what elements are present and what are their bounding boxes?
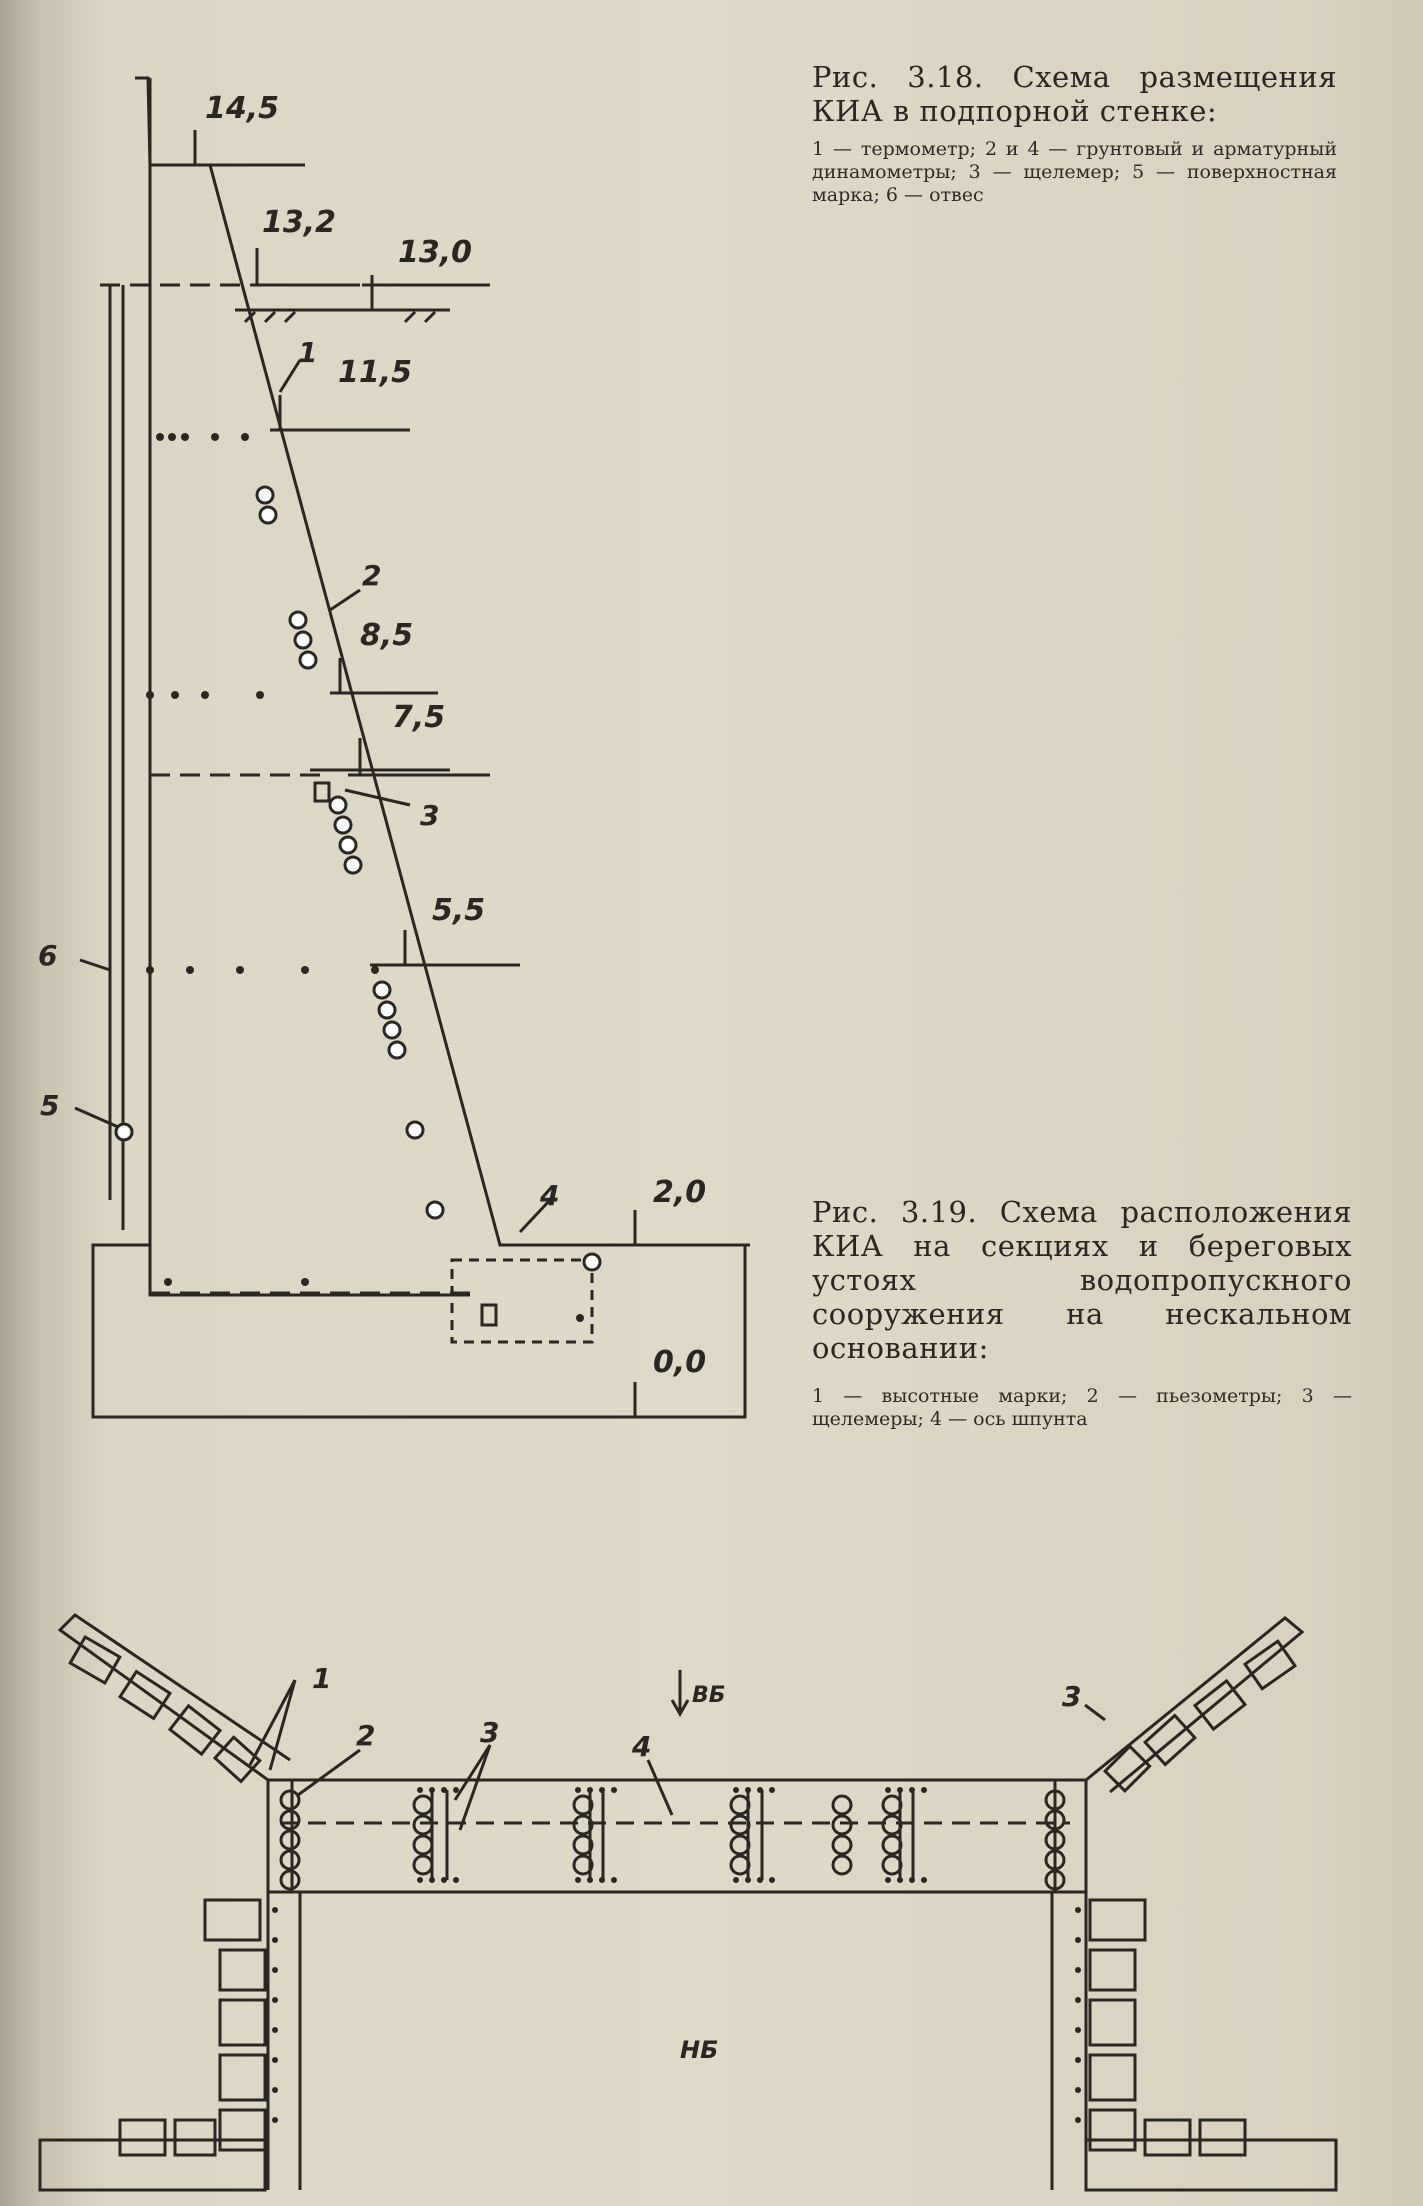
downstream-label: НБ <box>680 2036 719 2064</box>
callout-2: 2 <box>362 559 382 592</box>
figure-3-19-caption: Рис. 3.19. Схема расположения КИА на секциях и береговых устоях водопропускного сооружения на нескальном основании: <box>812 1195 1352 1365</box>
elevation-13-0: 13,0 <box>398 235 473 270</box>
callout-6: 6 <box>38 939 58 972</box>
plan-callout-3-left: 3 <box>480 1716 500 1749</box>
elevation-7-5: 7,5 <box>392 700 446 735</box>
callout-1: 1 <box>298 336 318 369</box>
plan-callout-3-right: 3 <box>1062 1680 1082 1713</box>
plan-callout-2: 2 <box>356 1719 376 1752</box>
elevation-8-5: 8,5 <box>360 618 414 653</box>
elevation-2-0: 2,0 <box>653 1175 707 1210</box>
plan-callout-1: 1 <box>312 1662 332 1695</box>
callout-5: 5 <box>40 1089 60 1122</box>
elevation-11-5: 11,5 <box>338 355 413 390</box>
callout-4: 4 <box>540 1179 560 1212</box>
elevation-5-5: 5,5 <box>432 893 486 928</box>
figure-3-19-legend: 1 — высотные марки; 2 — пьезометры; 3 — щелемеры; 4 — ось шпунта <box>812 1385 1352 1430</box>
figure-3-18-caption: Рис. 3.18. Схема размещения КИА в подпорной стенке: <box>812 60 1337 128</box>
elevation-14-5: 14,5 <box>205 91 280 126</box>
upstream-label: ВБ <box>692 1683 726 1708</box>
elevation-0-0: 0,0 <box>653 1345 707 1380</box>
plan-callout-4: 4 <box>632 1730 652 1763</box>
callout-3: 3 <box>420 799 440 832</box>
figure-3-18-legend: 1 — термометр; 2 и 4 — грунтовый и арматурный динамометры; 3 — щелемер; 5 — поверхностная марка; 6 — отвес <box>812 138 1337 206</box>
elevation-13-2: 13,2 <box>262 205 337 240</box>
